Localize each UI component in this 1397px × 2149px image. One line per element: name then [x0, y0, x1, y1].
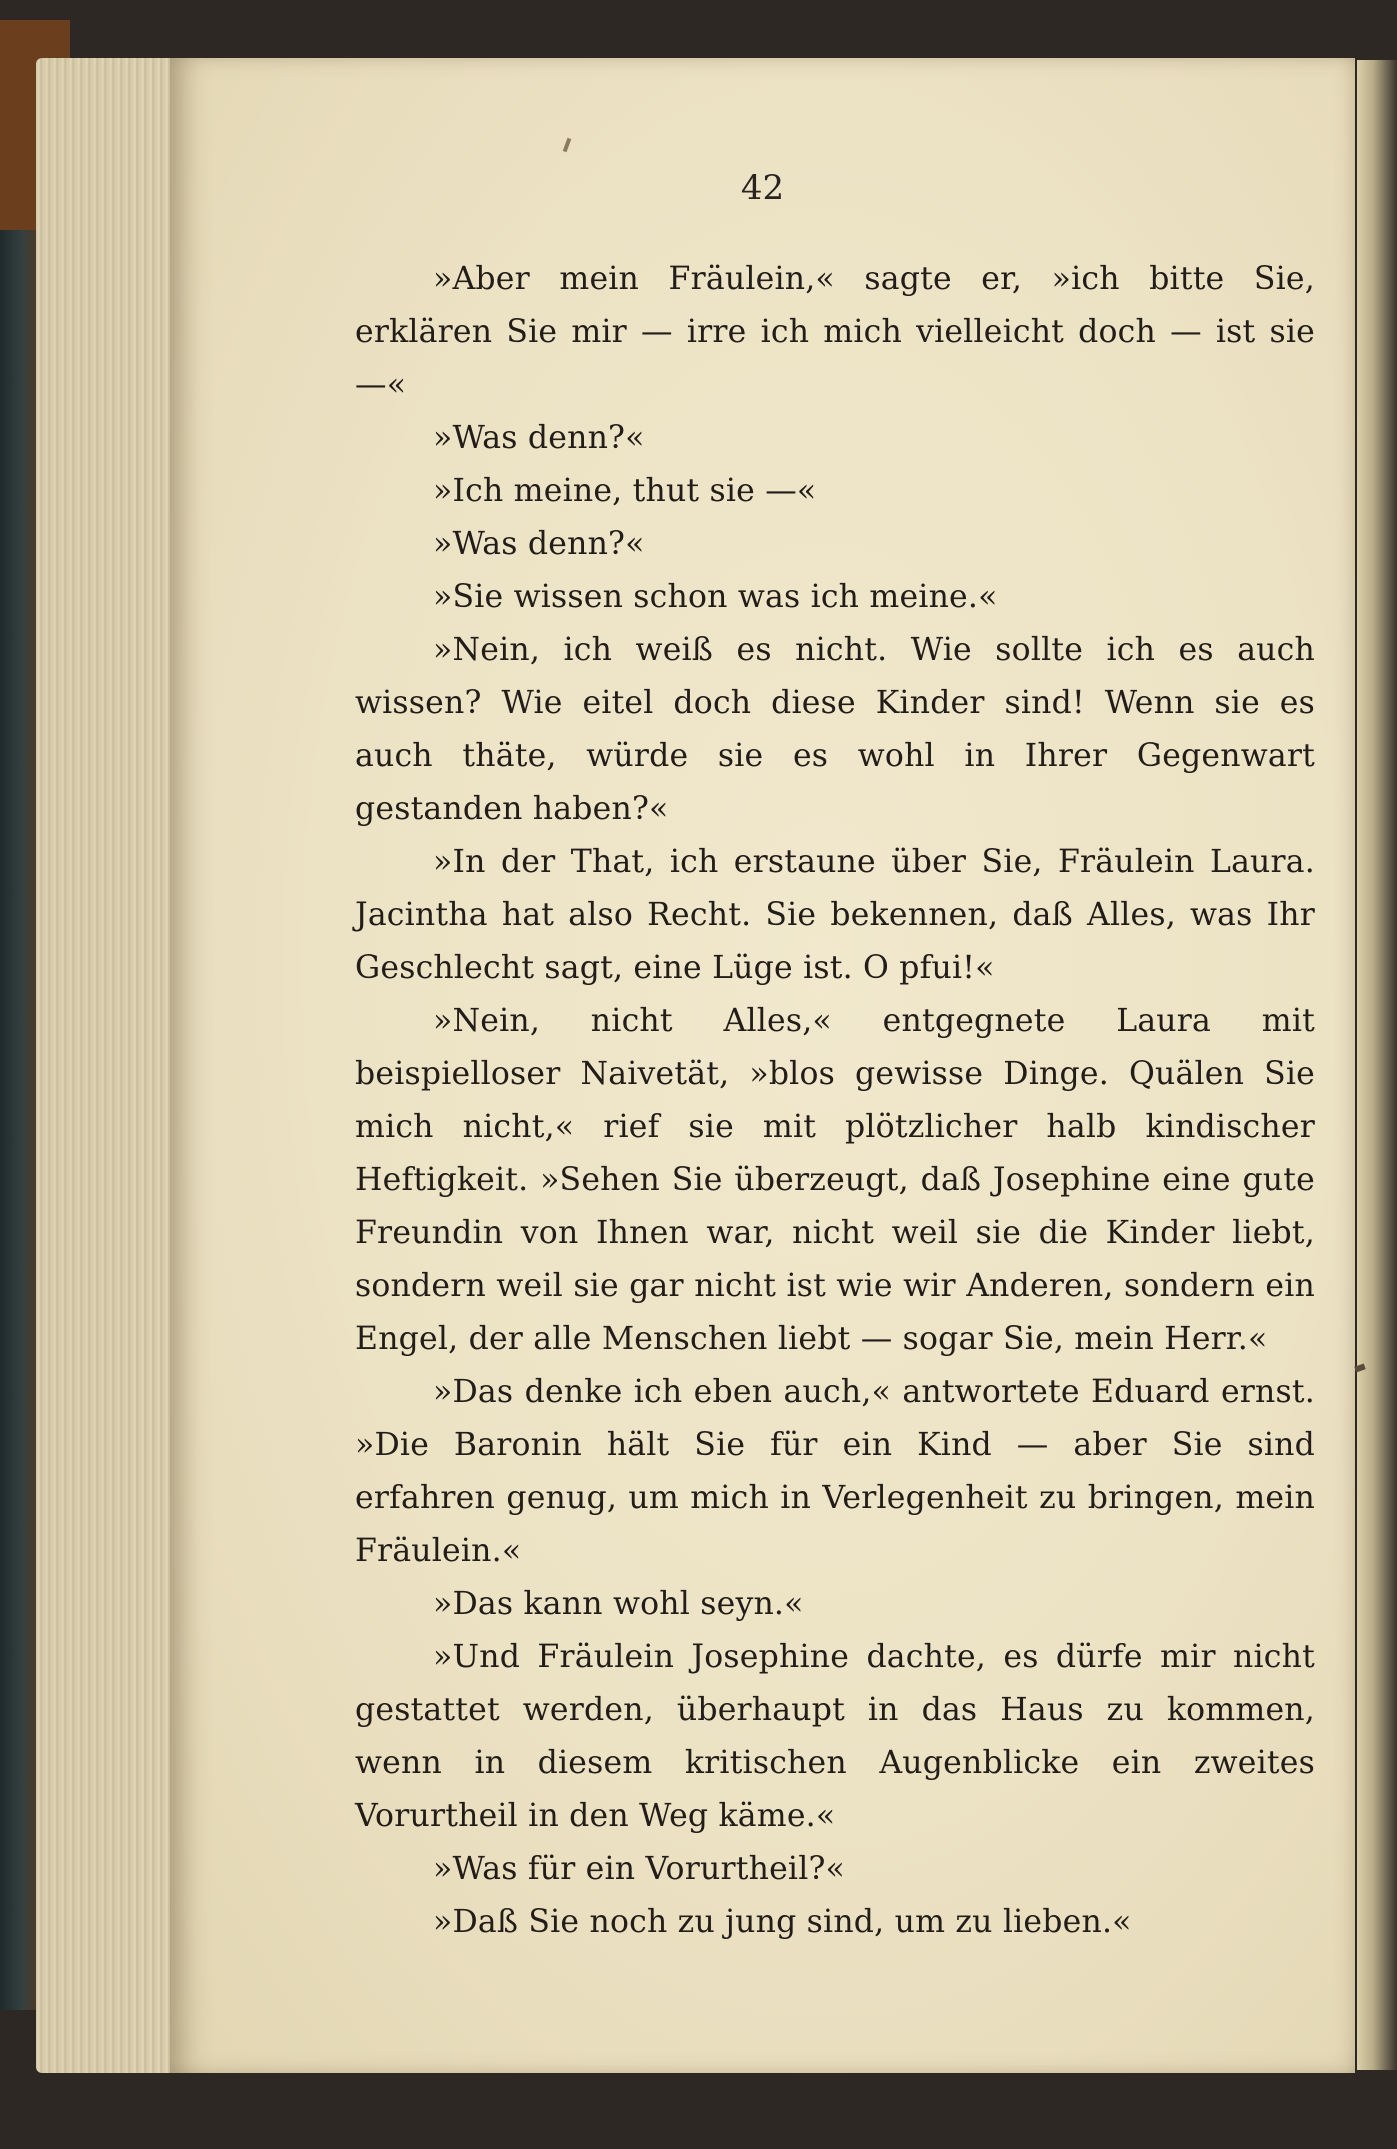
paper-blemish: [563, 138, 572, 153]
paragraph: »Und Fräulein Josephine dachte, es dürfe mir nicht gestattet werden, überhaupt in das Haus zu kommen, wenn in diesem kritischen Augenblicke ein zweites Vorurtheil in den Weg käme.«: [355, 1639, 1315, 1834]
paragraph: »Was für ein Vorurtheil?«: [433, 1851, 846, 1887]
paragraph: »Was denn?«: [433, 420, 645, 456]
paragraph: »Was denn?«: [433, 526, 645, 562]
book-cover-edge-left: [0, 230, 36, 2010]
paragraph: »Sie wissen schon was ich meine.«: [433, 579, 998, 615]
paragraph: »Daß Sie noch zu jung sind, um zu lieben.«: [433, 1904, 1132, 1940]
book-cover-edge-right: [1357, 60, 1397, 2070]
paragraph: »Das kann wohl seyn.«: [433, 1586, 804, 1622]
page-number: 42: [740, 168, 785, 208]
paragraph: »Nein, ich weiß es nicht. Wie sollte ich es auch wissen? Wie eitel doch diese Kinder sind! Wenn sie es auch thäte, würde sie es wohl in Ihrer Gegenwart gestanden haben?«: [355, 632, 1315, 827]
paragraph: »Nein, nicht Alles,« entgegnete Laura mit beispielloser Naivetät, »blos gewisse Dinge. Quälen Sie mich nicht,« rief sie mit plötzlicher halb kindischer Heftigkeit. »Sehen Sie überzeugt, daß Josephine eine gute Freundin von Ihnen war, nicht weil sie die Kinder liebt, sondern weil sie gar nicht ist wie wir Anderen, sondern ein Engel, der alle Menschen liebt — sogar Sie, mein Herr.«: [355, 1003, 1315, 1357]
book-page: [170, 58, 1355, 2073]
paragraph: »In der That, ich erstaune über Sie, Fräulein Laura. Jacintha hat also Recht. Sie bekennen, daß Alles, was Ihr Geschlecht sagt, eine Lüge ist. O pfui!«: [355, 844, 1315, 986]
paragraph: »Aber mein Fräulein,« sagte er, »ich bitte Sie, erklären Sie mir — irre ich mich vielleicht doch — ist sie —«: [355, 261, 1315, 403]
paragraph: »Das denke ich eben auch,« antwortete Eduard ernst. »Die Baronin hält Sie für ein Kind — aber Sie sind erfahren genug, um mich in Verlegenheit zu bringen, mein Fräulein.«: [355, 1374, 1315, 1569]
paragraph: »Ich meine, thut sie —«: [433, 473, 817, 509]
page-body-text: [355, 253, 1315, 1949]
page-stack-edges: [36, 58, 186, 2073]
